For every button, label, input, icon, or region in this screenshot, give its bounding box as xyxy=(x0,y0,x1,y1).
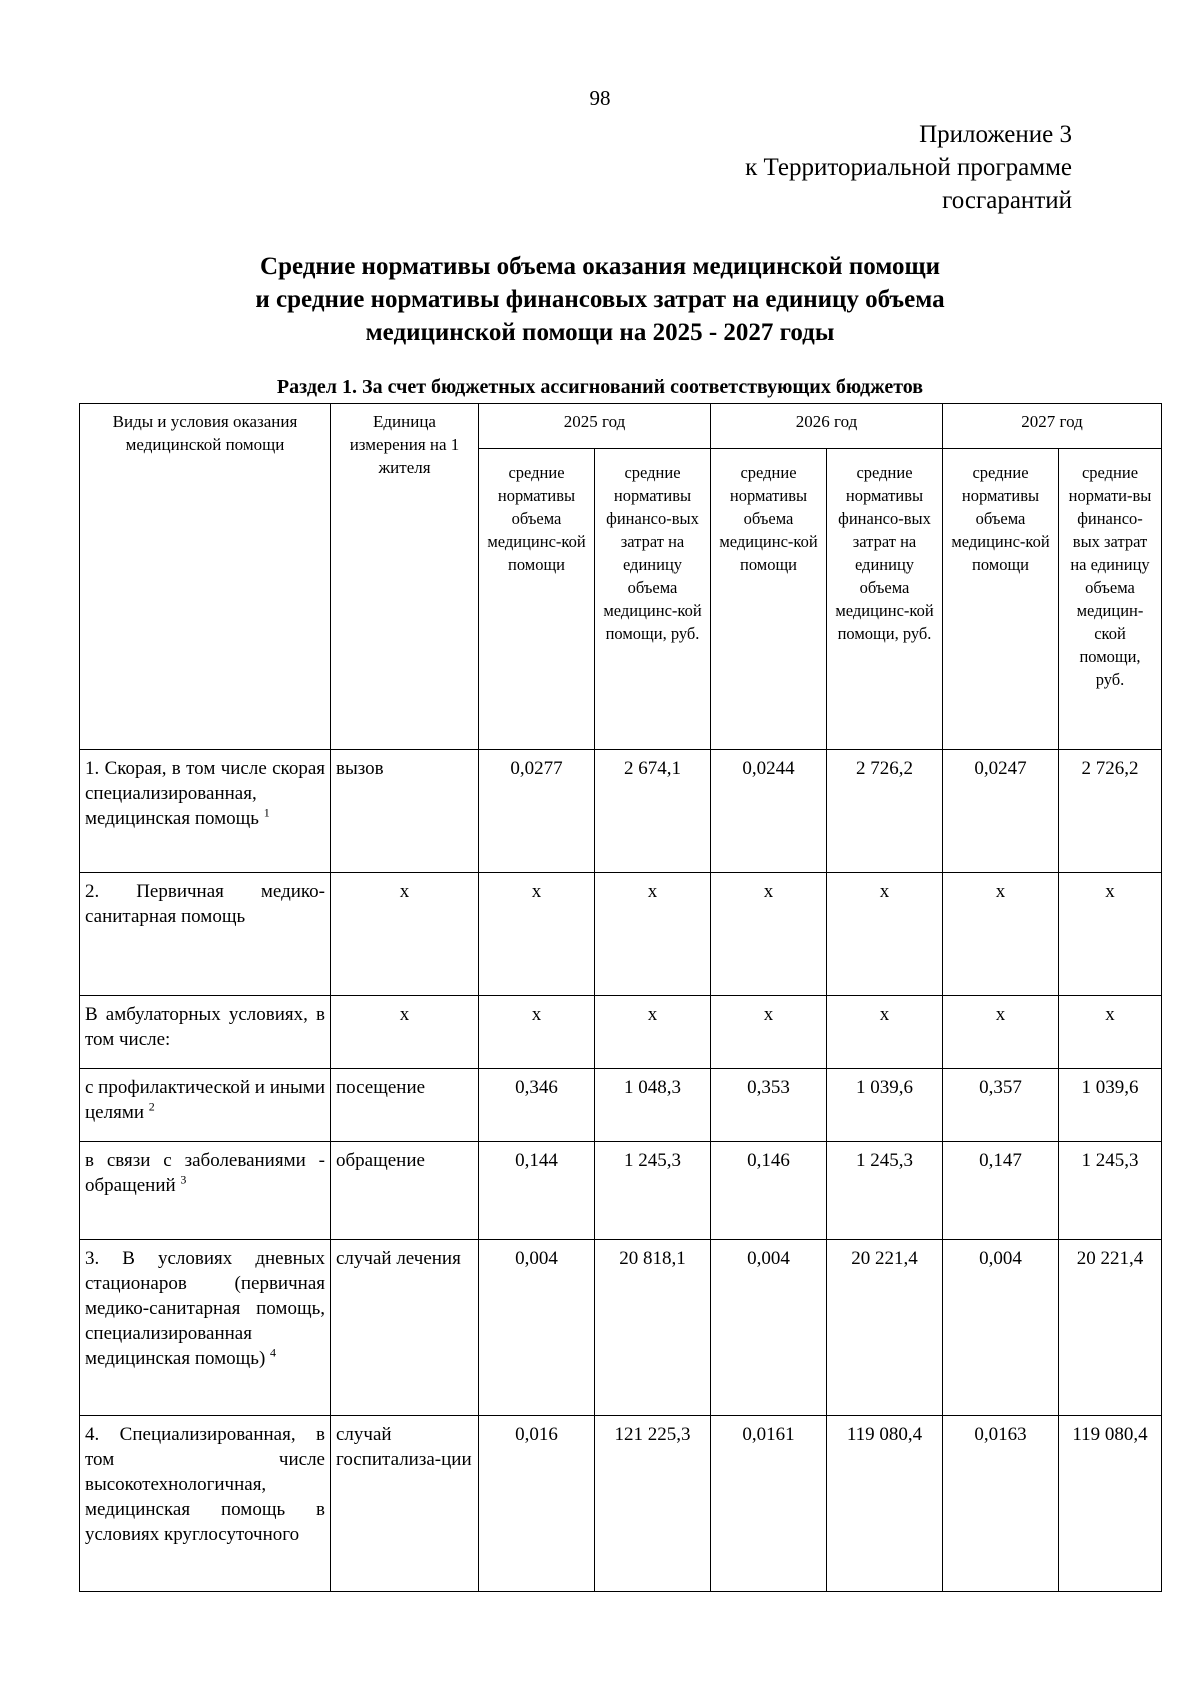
row-volume-2027: 0,0247 xyxy=(943,750,1059,873)
row-volume-2026: 0,146 xyxy=(711,1142,827,1240)
row-finance-2026: 1 245,3 xyxy=(827,1142,943,1240)
row-finance-2027: 2 726,2 xyxy=(1059,750,1162,873)
table-row xyxy=(80,1240,1162,1416)
appendix-note xyxy=(745,118,1072,217)
document-title xyxy=(0,250,1200,349)
page-number: 98 xyxy=(589,86,611,110)
header-unit: Единица измерения на 1 жителя xyxy=(331,404,479,750)
row-name-cell xyxy=(80,1240,331,1416)
footnote-marker: 2 xyxy=(148,1099,155,1114)
title-line-3: медицинской помощи на 2025 - 2027 годы xyxy=(365,319,835,346)
row-finance-2025: 121 225,3 xyxy=(595,1416,711,1592)
header-finance-2026: средние нормативы финансо-вых затрат на единицу объема медицинс-кой помощи, руб. xyxy=(827,449,943,750)
row-volume-2025: х xyxy=(479,996,595,1069)
row-name: 3. В условиях дневных стационаров (первичная медико-санитарная помощь, специализированная медицинская помощь) xyxy=(85,1248,325,1369)
row-volume-2026: 0,0161 xyxy=(711,1416,827,1592)
row-finance-2026: х xyxy=(827,873,943,996)
footnote-marker: 4 xyxy=(270,1345,277,1360)
row-finance-2026: 2 726,2 xyxy=(827,750,943,873)
header-volume-2027: средние нормативы объема медицинс-кой помощи xyxy=(943,449,1059,750)
row-volume-2025: 0,144 xyxy=(479,1142,595,1240)
row-unit: случай госпитализа-ции xyxy=(331,1416,479,1592)
table-row xyxy=(80,873,1162,996)
section-title: Раздел 1. За счет бюджетных ассигнований соответствующих бюджетов xyxy=(276,376,924,398)
row-name: 4. Специализированная, в том числе высокотехнологичная, медицинская помощь в условиях круглосуточного xyxy=(80,1416,331,1592)
row-name: 1. Скорая, в том числе скорая специализированная, медицинская помощь xyxy=(85,758,325,829)
row-finance-2025: 1 245,3 xyxy=(595,1142,711,1240)
row-finance-2025: х xyxy=(595,996,711,1069)
header-volume-2026: средние нормативы объема медицинс-кой помощи xyxy=(711,449,827,750)
table-row xyxy=(80,1069,1162,1142)
row-unit: случай лечения xyxy=(331,1240,479,1416)
row-finance-2027: х xyxy=(1059,996,1162,1069)
row-volume-2027: х xyxy=(943,873,1059,996)
row-name: В амбулаторных условиях, в том числе: xyxy=(80,996,331,1069)
row-volume-2025: 0,004 xyxy=(479,1240,595,1416)
row-volume-2027: 0,357 xyxy=(943,1069,1059,1142)
row-finance-2026: 20 221,4 xyxy=(827,1240,943,1416)
table-row xyxy=(80,1416,1162,1592)
row-volume-2026: 0,0244 xyxy=(711,750,827,873)
header-year-2026: 2026 год xyxy=(711,404,943,449)
normatives-table xyxy=(79,403,1162,1592)
row-volume-2025: 0,0277 xyxy=(479,750,595,873)
header-volume-2025: средние нормативы объема медицинс-кой помощи xyxy=(479,449,595,750)
table-row xyxy=(80,996,1162,1069)
table-row xyxy=(80,1142,1162,1240)
appendix-line-1: Приложение 3 xyxy=(919,121,1072,148)
row-finance-2025: 1 048,3 xyxy=(595,1069,711,1142)
row-finance-2027: 1 245,3 xyxy=(1059,1142,1162,1240)
row-unit: х xyxy=(331,873,479,996)
row-finance-2027: 20 221,4 xyxy=(1059,1240,1162,1416)
row-volume-2026: х xyxy=(711,996,827,1069)
row-volume-2026: х xyxy=(711,873,827,996)
row-unit: вызов xyxy=(331,750,479,873)
header-finance-2025: средние нормативы финансо-вых затрат на единицу объема медицинс-кой помощи, руб. xyxy=(595,449,711,750)
footnote-marker: 1 xyxy=(263,805,270,820)
row-finance-2026: х xyxy=(827,996,943,1069)
row-finance-2027: 1 039,6 xyxy=(1059,1069,1162,1142)
row-name: в связи с заболеваниями - обращений xyxy=(85,1150,325,1196)
row-finance-2027: х xyxy=(1059,873,1162,996)
title-line-1: Средние нормативы объема оказания медицинской помощи xyxy=(260,253,940,280)
row-volume-2027: 0,004 xyxy=(943,1240,1059,1416)
row-finance-2026: 119 080,4 xyxy=(827,1416,943,1592)
row-unit: х xyxy=(331,996,479,1069)
row-name: с профилактической и иными целями xyxy=(85,1077,325,1123)
row-unit: посещение xyxy=(331,1069,479,1142)
table-row xyxy=(80,750,1162,873)
appendix-line-3: госгарантий xyxy=(942,187,1072,214)
row-volume-2027: х xyxy=(943,996,1059,1069)
row-finance-2025: 20 818,1 xyxy=(595,1240,711,1416)
row-volume-2026: 0,004 xyxy=(711,1240,827,1416)
row-finance-2025: х xyxy=(595,873,711,996)
row-volume-2027: 0,147 xyxy=(943,1142,1059,1240)
row-volume-2025: 0,346 xyxy=(479,1069,595,1142)
row-finance-2025: 2 674,1 xyxy=(595,750,711,873)
appendix-line-2: к Территориальной программе xyxy=(745,154,1072,181)
row-name-cell xyxy=(80,750,331,873)
row-volume-2026: 0,353 xyxy=(711,1069,827,1142)
row-unit: обращение xyxy=(331,1142,479,1240)
row-finance-2026: 1 039,6 xyxy=(827,1069,943,1142)
row-name: 2. Первичная медико-санитарная помощь xyxy=(80,873,331,996)
header-year-2027: 2027 год xyxy=(943,404,1162,449)
row-volume-2025: 0,016 xyxy=(479,1416,595,1592)
row-volume-2027: 0,0163 xyxy=(943,1416,1059,1592)
row-finance-2027: 119 080,4 xyxy=(1059,1416,1162,1592)
header-type: Виды и условия оказания медицинской помощи xyxy=(80,404,331,750)
header-finance-2027: средние нормати-вы финансо-вых затрат на единицу объема медицин-ской помощи, руб. xyxy=(1059,449,1162,750)
row-volume-2025: х xyxy=(479,873,595,996)
title-line-2: и средние нормативы финансовых затрат на единицу объема xyxy=(255,286,945,313)
footnote-marker: 3 xyxy=(180,1172,187,1187)
row-name-cell xyxy=(80,1142,331,1240)
header-year-2025: 2025 год xyxy=(479,404,711,449)
row-name-cell xyxy=(80,1069,331,1142)
